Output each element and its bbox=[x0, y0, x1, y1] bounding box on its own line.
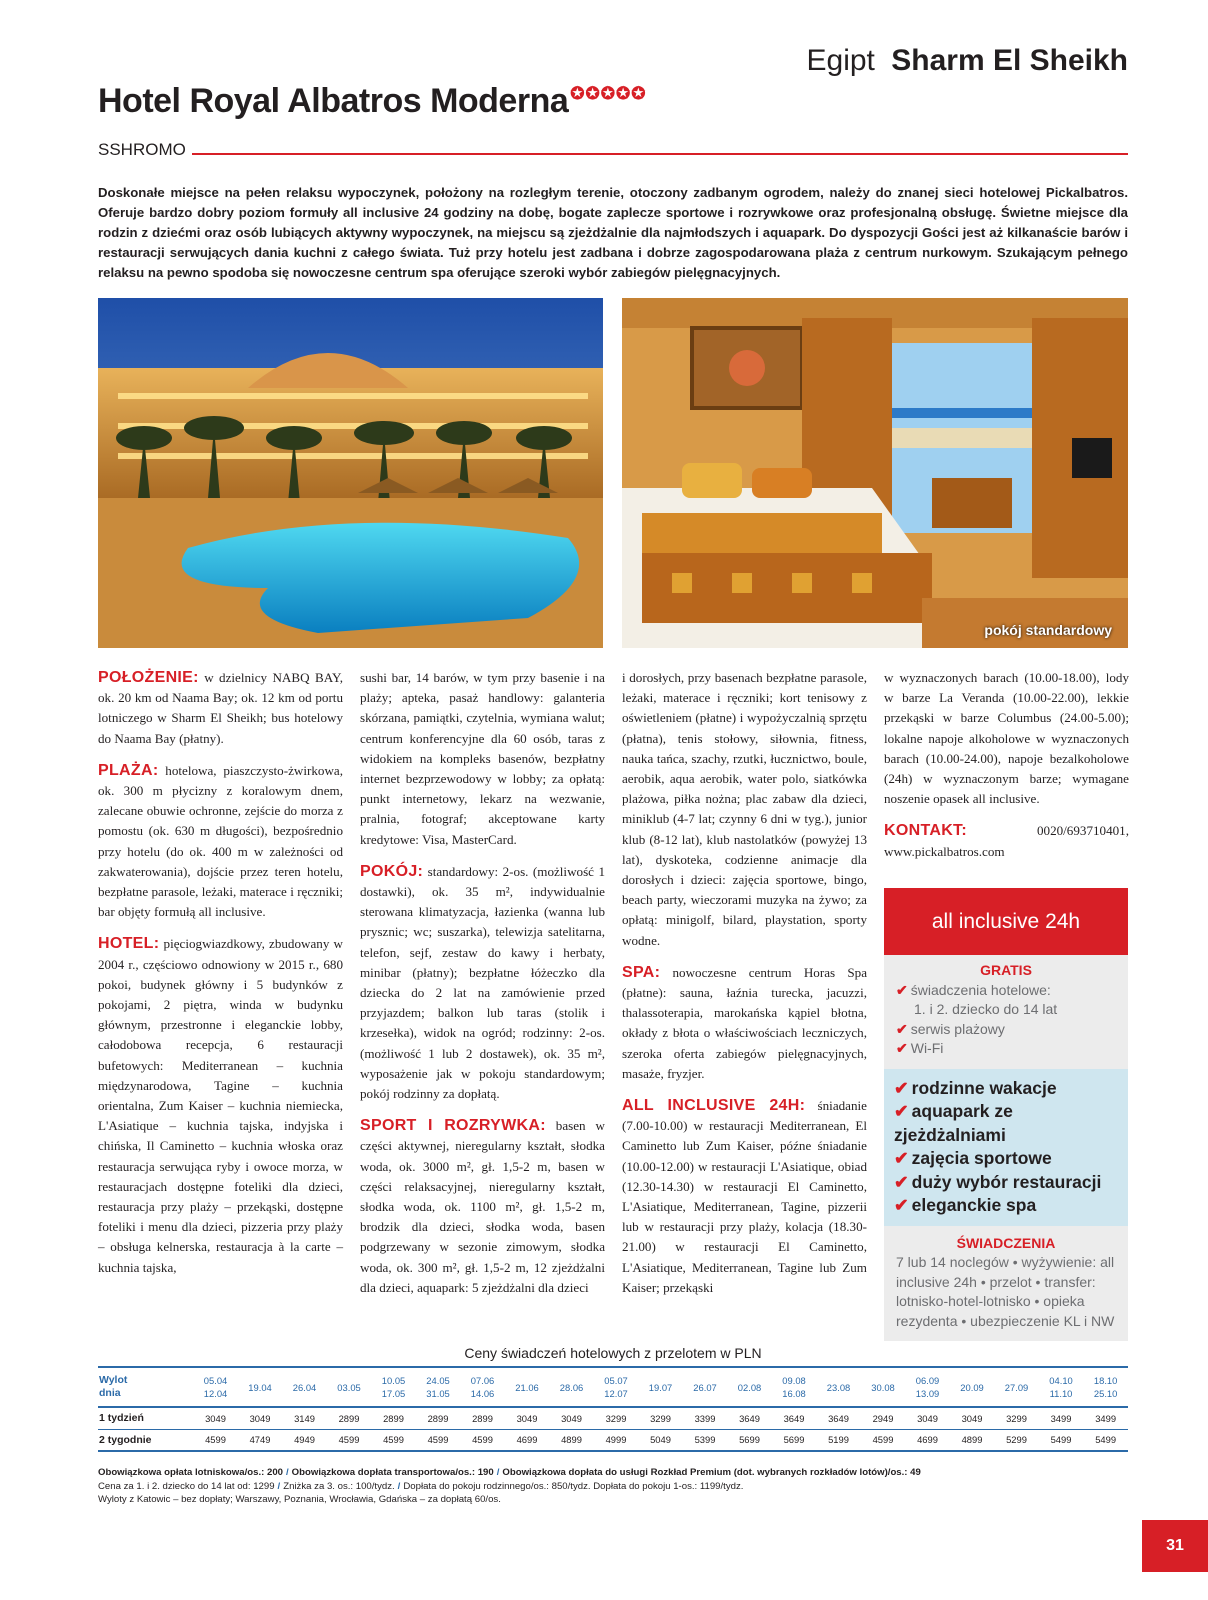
free-services bbox=[884, 955, 1128, 1069]
duration-label: 2 tygodnie bbox=[98, 1429, 193, 1451]
price-cell: 3049 bbox=[238, 1407, 283, 1429]
price-cell: 2949 bbox=[861, 1407, 906, 1429]
price-cell: 4699 bbox=[905, 1429, 950, 1451]
feature-item: ✔ duży wybór restauracji bbox=[894, 1171, 1102, 1192]
services-text: 7 lub 14 noclegów • wyżywienie: all inclusive 24h • przelot • transfer: lotnisko-hotel-lotnisko • opieka rezydenta • ubezpieczenie KL i NW bbox=[896, 1254, 1115, 1329]
departure-date: 30.08 bbox=[861, 1367, 906, 1407]
price-cell: 4599 bbox=[861, 1429, 906, 1451]
price-cell: 3299 bbox=[594, 1407, 639, 1429]
hotel-name: Hotel Royal Albatros Moderna bbox=[98, 82, 569, 120]
departure-date: 28.06 bbox=[549, 1367, 594, 1407]
price-cell: 3399 bbox=[683, 1407, 728, 1429]
price-cell: 4599 bbox=[193, 1429, 238, 1451]
box-title: all inclusive 24h bbox=[884, 888, 1128, 955]
check-icon: ✔ bbox=[894, 1101, 909, 1121]
spa-section bbox=[622, 963, 867, 1084]
departure-date: 10.05 17.05 bbox=[371, 1367, 416, 1407]
hotel-category: SSHROMO bbox=[98, 140, 186, 159]
price-cell: 3649 bbox=[816, 1407, 861, 1429]
departure-date: 24.05 31.05 bbox=[416, 1367, 461, 1407]
departure-date: 23.08 bbox=[816, 1367, 861, 1407]
free-item: ✔ Wi-Fi bbox=[896, 1040, 944, 1056]
column-3 bbox=[622, 668, 867, 1310]
hotel-heading: HOTEL: bbox=[98, 935, 160, 953]
check-icon: ✔ bbox=[894, 1171, 909, 1192]
rooms-section bbox=[360, 862, 605, 1104]
price-cell: 5299 bbox=[994, 1429, 1039, 1451]
price-cell: 4999 bbox=[594, 1429, 639, 1451]
price-cell: 2899 bbox=[460, 1407, 505, 1429]
location-section bbox=[98, 668, 343, 749]
feature-list bbox=[884, 1069, 1128, 1226]
services-heading: ŚWIADCZENIA bbox=[956, 1234, 1056, 1251]
price-cell: 3299 bbox=[638, 1407, 683, 1429]
price-cell: 3299 bbox=[994, 1407, 1039, 1429]
all-inclusive-continued: w wyznaczonych barach (10.00-18.00), lody w barze La Veranda (10.00-22.00), lekkie przekąski w barze Columbus (24.00-5.00); lokalne napoje alkoholowe w wyznaczonych barach (10.00-24.00), napoje bezalkoholowe (24h) w wyznaczonym barze; wymagane noszenie opasek all inclusive. bbox=[884, 670, 1129, 807]
spa-heading: SPA: bbox=[622, 963, 661, 981]
departure-date: 07.06 14.06 bbox=[460, 1367, 505, 1407]
check-icon: ✔ bbox=[894, 1077, 909, 1098]
price-cell: 3499 bbox=[1039, 1407, 1084, 1429]
departure-date: 02.08 bbox=[727, 1367, 772, 1407]
price-cell: 5699 bbox=[727, 1429, 772, 1451]
hotel-section bbox=[98, 934, 343, 1277]
price-cell: 2899 bbox=[327, 1407, 372, 1429]
city: Sharm El Sheikh bbox=[891, 44, 1128, 77]
feature-item: ✔ aquapark ze zjeżdżalniami bbox=[894, 1101, 1013, 1145]
room-photo-caption: pokój standardowy bbox=[984, 622, 1112, 638]
column-2 bbox=[360, 668, 605, 1310]
price-cell: 5399 bbox=[683, 1429, 728, 1451]
all-inclusive-heading: ALL INCLUSIVE 24H: bbox=[622, 1097, 806, 1115]
departure-date: 19.07 bbox=[638, 1367, 683, 1407]
check-icon: ✔ bbox=[896, 1020, 908, 1037]
price-cell: 4599 bbox=[371, 1429, 416, 1451]
duration-label: 1 tydzień bbox=[98, 1407, 193, 1429]
departure-date: 26.07 bbox=[683, 1367, 728, 1407]
free-item: ✔ serwis plażowy bbox=[896, 1020, 1005, 1037]
all-inclusive-section bbox=[622, 1096, 867, 1298]
hotel-text: pięciogwiazdkowy, zbudowany w 2004 r., częściowo odnowiony w 2015 r., 680 pokoi, budynek główny i 5 budynków z pokojami, 2 piętra, winda w budynku głównym, przestronne i eleganckie lobby, całodobowa recepcja, 6 restauracji bufetowych: Mediterranean – kuchnia międzynarodowa, Tagine – kuchnia orientalna, Zum Kaiser – kuchnia niemiecka, L'Asiatique – kuchnia tajska, indyjska i chińska, Il Caminetto – kuchnia włoska oraz restauracja serwująca ryby i owoce morza, w restauracjach dostępne foteliki dla dzieci, restauracja przy plaży – przekąski, dostępne foteliki i menu dla dzieci, pizzeria przy plaży – obsługa kelnerska, restauracja à la carte – kuchnia tajska, bbox=[98, 936, 343, 1275]
check-icon: ✔ bbox=[894, 1148, 909, 1168]
feature-item: ✔ rodzinne wakacje bbox=[894, 1077, 1057, 1098]
contact-section bbox=[884, 821, 1129, 861]
notes-line-1: Obowiązkowa opłata lotniskowa/os.: 200 / Obowiązkowa dopłata transportowa/os.: 190 / Obowiązkowa dopłata do usługi Rozkład Premium (dot. wybranych rozkładów lotów)/os.: 49 bbox=[98, 1467, 921, 1478]
feature-item: ✔ eleganckie spa bbox=[894, 1195, 1037, 1215]
price-cell: 4749 bbox=[238, 1429, 283, 1451]
location-heading: POŁOŻENIE: bbox=[98, 669, 199, 686]
check-icon: ✔ bbox=[894, 1195, 909, 1215]
rooms-text: standardowy: 2-os. (możliwość 1 dostawki), ok. 35 m², indywidualnie sterowana klimatyzacja, łazienka (wanna lub prysznic; wc; suszarka), telewizja satelitarna, telefon, sejf, zestaw do kawy i herbaty, minibar (płatny); bezpłatne łóżeczko dla dziecka do 2 lat na zamówienie przed przyjazdem; balkon lub taras (stolik i krzesełka), widok na ogród; rodzinny: 2-os. (możliwość 1 lub 2 dostawek), ok. 35 m², wyposażenie jak w pokoju standardowym; pokój rodzinny za dopłatą. bbox=[360, 863, 605, 1102]
destination-heading bbox=[807, 44, 1128, 78]
price-cell: 4599 bbox=[416, 1429, 461, 1451]
hotel-room-photo bbox=[622, 298, 1128, 648]
hotel-title bbox=[98, 82, 647, 121]
all-inclusive-text: śniadanie (7.00-10.00) w restauracji Mediterranean, El Caminetto lub Zum Kaiser, późne śniadanie (10.00-12.00) w restauracji L'Asiatique, obiad (12.30-14.30) w restauracji El Caminetto, L'Asiatique, Mediterranean, Tagine, pizzerii lub w restauracji przy plaży, kolacja (18.30-21.00) w restauracji El Caminetto, L'Asiatique, Mediterranean, Tagine lub Zum Kaiser; przekąski bbox=[622, 1098, 867, 1295]
departure-date: 06.09 13.09 bbox=[905, 1367, 950, 1407]
beach-section bbox=[98, 761, 343, 923]
location-text: w dzielnicy NABQ BAY, ok. 20 km od Naama Bay; ok. 12 km od portu lotniczego w Sharm El Sheikh; bus hotelowy do Naama Bay (płatny). bbox=[98, 670, 343, 746]
column-1 bbox=[98, 668, 343, 1290]
price-cell: 3649 bbox=[772, 1407, 817, 1429]
departure-date: 21.06 bbox=[505, 1367, 550, 1407]
departure-date: 27.09 bbox=[994, 1367, 1039, 1407]
free-item-sub: 1. i 2. dziecko do 14 lat bbox=[914, 1001, 1058, 1017]
page-number: 31 bbox=[1142, 1520, 1208, 1572]
price-cell: 3149 bbox=[282, 1407, 327, 1429]
column-4 bbox=[884, 668, 1129, 874]
rooms-heading: POKÓJ: bbox=[360, 862, 424, 880]
price-cell: 3649 bbox=[727, 1407, 772, 1429]
price-notes bbox=[98, 1466, 1128, 1507]
price-cell: 4599 bbox=[327, 1429, 372, 1451]
departure-date: 18.10 25.10 bbox=[1083, 1367, 1128, 1407]
departure-date: 20.09 bbox=[950, 1367, 995, 1407]
price-table-title: Ceny świadczeń hotelowych z przelotem w PLN bbox=[464, 1345, 762, 1361]
notes-line-2: Cena za 1. i 2. dziecko do 14 lat od: 1299 / Zniżka za 3. os.: 100/tydz. / Dopłata do pokoju rodzinnego/os.: 850/tydz. Dopłata do pokoju 1-os.: 1199/tydz. bbox=[98, 1480, 744, 1492]
price-cell: 5699 bbox=[772, 1429, 817, 1451]
sport-section bbox=[360, 1116, 605, 1298]
price-row bbox=[98, 1429, 1128, 1451]
sport-continued: i dorosłych, przy basenach bezpłatne parasole, leżaki, materace i ręczniki; kort tenisowy z oświetleniem (płatne) i wypożyczalnią sprzętu (płatna), tenis stołowy, siłownia, fitness, nauka tańca, szachy, rzutki, łucznictwo, boule, aerobik, aqua aerobik, water polo, siatkówka plażowa, piłka nożna; plac zabaw dla dzieci, miniklub (4-7 lat; czynny 6 dni w tyg.), junior klub (8-12 lat), klub nastolatków (powyżej 13 lat), dyskoteka, codzienne animacje dla dorosłych i dzieci: zajęcia sportowe, bingo, beach party, wieczorami muzyka na żywo; za opłatą: minigolf, bilard, playstation, sporty wodne. bbox=[622, 670, 867, 948]
price-table bbox=[98, 1366, 1128, 1452]
price-cell: 4699 bbox=[505, 1429, 550, 1451]
departure-date: 05.04 12.04 bbox=[193, 1367, 238, 1407]
price-cell: 3049 bbox=[905, 1407, 950, 1429]
price-cell: 4899 bbox=[950, 1429, 995, 1451]
departure-label: Wylot dnia bbox=[98, 1367, 193, 1407]
price-cell: 5499 bbox=[1039, 1429, 1084, 1451]
notes-line-3: Wyloty z Katowic – bez dopłaty; Warszawy, Poznania, Wrocławia, Gdańska – za dopłatą 60/os. bbox=[98, 1494, 501, 1505]
intro-paragraph: Doskonałe miejsce na pełen relaksu wypoczynek, położony na rozległym terenie, otoczony zadbanym ogrodem, należy do znanej sieci hotelowej Pickalbatros. Oferuje bardzo dobry poziom formuły all inclusive 24 godziny na dobę, bogate zaplecze sportowe i rozrywkowe oraz profesjonalną obsługę. Świetne miejsce dla rodzin z dziećmi oraz osób lubiących aktywny wypoczynek, na miejscu są zjeżdżalnie dla najmłodszych i aquapark. Do dyspozycji Gości jest aż kilkanaście barów i restauracji serwujących dania kuchni z całego świata. Tuż przy hotelu jest zadbana i dobrze zagospodarowana plaża z centrum nurkowym. Szukającym pełnego relaksu na pewno spodoba się nowoczesne centrum spa oferujące szeroki wybór zabiegów pielęgnacyjnych. bbox=[98, 185, 1128, 280]
price-cell: 5049 bbox=[638, 1429, 683, 1451]
departure-date: 19.04 bbox=[238, 1367, 283, 1407]
price-cell: 3049 bbox=[505, 1407, 550, 1429]
departure-date: 05.07 12.07 bbox=[594, 1367, 639, 1407]
check-icon: ✔ bbox=[896, 1040, 908, 1056]
departure-date: 04.10 11.10 bbox=[1039, 1367, 1084, 1407]
beach-heading: PLAŻA: bbox=[98, 761, 159, 779]
price-cell: 5499 bbox=[1083, 1429, 1128, 1451]
price-cell: 3049 bbox=[193, 1407, 238, 1429]
all-inclusive-box bbox=[884, 888, 1128, 1341]
spa-text: nowoczesne centrum Horas Spa (płatne): sauna, łaźnia turecka, jacuzzi, thalassoterapia, marokańska kąpiel błotna, okłady z błota o właściwościach leczniczych, szeroka oferta zabiegów pielęgnacyjnych, masaże, fryzjer. bbox=[622, 964, 867, 1081]
contact-heading: KONTAKT: bbox=[884, 822, 967, 840]
price-cell: 4599 bbox=[460, 1429, 505, 1451]
price-cell: 4899 bbox=[549, 1429, 594, 1451]
country: Egipt bbox=[806, 44, 875, 77]
check-icon: ✔ bbox=[896, 981, 908, 998]
hotel-continued: sushi bar, 14 barów, w tym przy basenie i na plaży; apteka, pasaż handlowy: galanteria skórzana, pamiątki, czytelnia, wymiana walut; centrum konferencyjne dla 60 osób, taras z widokiem na kompleks basenów, bezpłatny internet bezprzewodowy w lobby; za opłatą: punkt internetowy, lekarz na wezwanie, pralnia, fotograf; akceptowane karty kredytowe: Visa, MasterCard. bbox=[360, 670, 605, 847]
departure-date: 09.08 16.08 bbox=[772, 1367, 817, 1407]
departure-date: 26.04 bbox=[282, 1367, 327, 1407]
beach-text: hotelowa, piaszczysto-żwirkowa, ok. 300 m płycizny z koralowym dnem, zalecane obuwie ochronne, zejście do morza z pomostu (ok. 630 m długości), bezpośrednio przy hotelu (do ok. 400 m w zależności od zakwaterowania), dojście przez teren hotelu, bezpłatne parasole, leżaki, materace i ręczniki; bar objęty formułą all inclusive. bbox=[98, 762, 343, 920]
departure-dates-row bbox=[98, 1367, 1128, 1407]
title-divider bbox=[192, 153, 1128, 155]
price-cell: 4949 bbox=[282, 1429, 327, 1451]
hotel-pool-photo bbox=[98, 298, 603, 648]
price-cell: 2899 bbox=[371, 1407, 416, 1429]
price-cell: 2899 bbox=[416, 1407, 461, 1429]
free-heading: GRATIS bbox=[980, 962, 1032, 978]
sport-text: basen w części aktywnej, nieregularny kształt, słodka woda, ok. 3000 m², gł. 1,5-2 m, basen w części relaksacyjnej, nieregularny kształt, słodka woda, ok. 1100 m², gł. 1,5-2 m, brodzik dla dzieci, słodka woda, basen podgrzewany w sezonie zimowym, słodka woda, ok. 300 m², gł. 1,5-2 m, 12 zjeżdżalni dla dzieci, aquapark: 5 zjeżdżalni dla dzieci bbox=[360, 1118, 605, 1295]
departure-date: 03.05 bbox=[327, 1367, 372, 1407]
included-services bbox=[884, 1226, 1128, 1342]
star-rating-icon: ✪✪✪✪✪ bbox=[570, 84, 647, 103]
price-cell: 3049 bbox=[950, 1407, 995, 1429]
price-cell: 3499 bbox=[1083, 1407, 1128, 1429]
sport-heading: SPORT I ROZRYWKA: bbox=[360, 1117, 546, 1135]
price-cell: 3049 bbox=[549, 1407, 594, 1429]
price-row bbox=[98, 1407, 1128, 1429]
contact-text: 0020/693710401, www.pickalbatros.com bbox=[884, 823, 1129, 859]
price-cell: 5199 bbox=[816, 1429, 861, 1451]
feature-item: ✔ zajęcia sportowe bbox=[894, 1148, 1052, 1168]
free-item: ✔ świadczenia hotelowe: bbox=[896, 981, 1051, 998]
